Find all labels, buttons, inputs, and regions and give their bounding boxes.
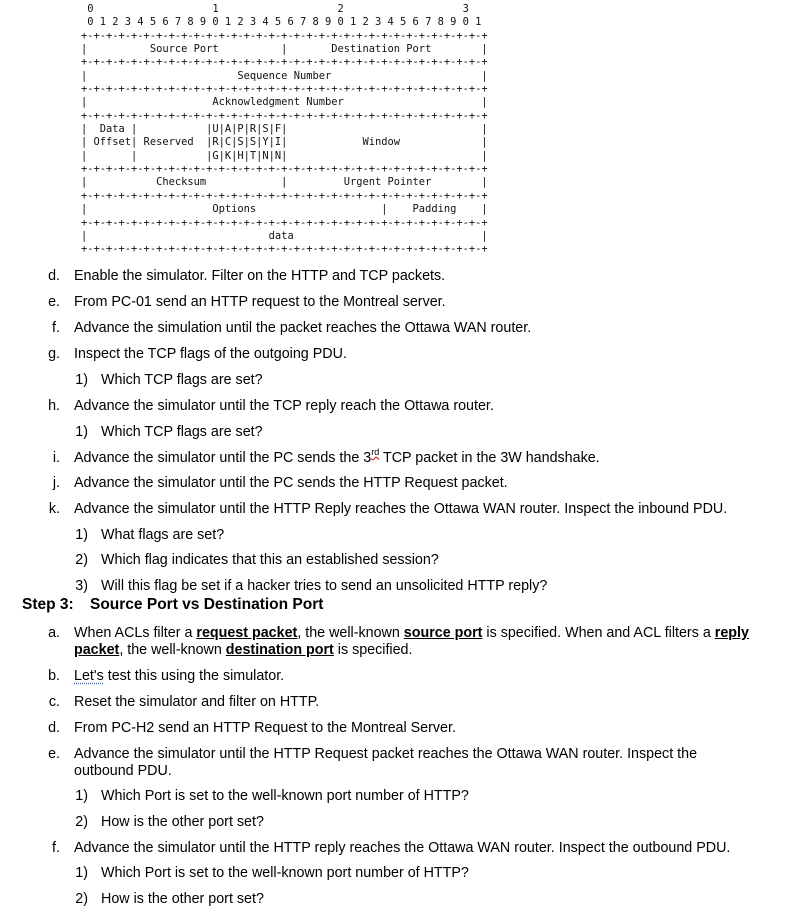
item-label: d.	[48, 720, 60, 736]
step-number: Step 3:	[22, 596, 74, 613]
item-text: Will this flag be set if a hacker tries to send an unsolicited HTTP reply?	[101, 578, 548, 594]
item-text: What flags are set?	[101, 527, 225, 543]
item-text: From PC-01 send an HTTP request to the Montreal server.	[74, 294, 446, 310]
item-text	[74, 625, 754, 659]
item-label: 2)	[75, 891, 88, 907]
item-text: Which Port is set to the well-known port number of HTTP?	[101, 865, 469, 881]
item-label: d.	[48, 268, 60, 284]
item-label: 2)	[75, 814, 88, 830]
emphasis-source-port: source port	[403, 625, 483, 641]
item-text: Which flag indicates that this an established session?	[101, 552, 439, 568]
item-text: Which Port is set to the well-known port number of HTTP?	[101, 788, 469, 804]
item-label: f.	[52, 840, 60, 856]
item-text: Inspect the TCP flags of the outgoing PDU.	[74, 346, 347, 362]
item-text: How is the other port set?	[101, 891, 264, 907]
item-text: Which TCP flags are set?	[101, 424, 263, 440]
item-label: c.	[48, 694, 60, 710]
item-label: j.	[52, 475, 60, 491]
item-label: a.	[48, 625, 60, 641]
item-text: Advance the simulator until the TCP reply reach the Ottawa router.	[74, 398, 494, 414]
item-label: 1)	[75, 424, 88, 440]
item-text: Which TCP flags are set?	[101, 372, 263, 388]
item-text-part: Let's	[74, 668, 104, 684]
item-text-part: TCP packet in the 3W handshake.	[379, 450, 600, 466]
item-label: 3)	[75, 578, 88, 594]
item-text: Advance the simulator until the HTTP Request packet reaches the Ottawa WAN router. Inspect the	[74, 746, 698, 762]
item-text	[74, 668, 284, 685]
item-label: g.	[48, 346, 60, 362]
item-text-part: is specified. When and ACL filters a	[482, 625, 715, 641]
item-text-continued: outbound PDU.	[74, 763, 172, 779]
item-text: Advance the simulation until the packet reaches the Ottawa WAN router.	[74, 320, 532, 336]
item-label: h.	[48, 398, 60, 414]
item-text-part: , the well-known	[119, 642, 226, 658]
item-label: f.	[52, 320, 60, 336]
item-text-part: , the well-known	[297, 625, 404, 641]
emphasis-request-packet: request packet	[196, 625, 298, 641]
item-text-part: Advance the simulator until the PC sends the 3	[74, 450, 372, 466]
item-text: Advance the simulator until the PC sends the HTTP Request packet.	[74, 475, 508, 491]
item-text-part: When ACLs filter a	[74, 625, 197, 641]
tcp-header-diagram: 0 1 2 3 0 1 2 3 4 5 6 7 8 9 0 1 2 3 4 5 6 7 8 9 0 1 2 3 4 5 6 7 8 9 0 1 +-+-+-+-+-+-+-+-+-+-+-+-+-+-+-+-+-+-+-+-+-+-+-+-+-+-+-+-+-+-+-+-+ | Source Port | Destination Port | +-+-+-+-+-+-+-+-+-+-+-+-+-+-+-+-+-+-+-+-+-+-+-+-+-+-+-+-+-+-+-+-+ | Sequence Number | +-+-+-+-+-+-+-+-+-+-+-+-+-+-+-+-+-+-+-+-+-+-+-+-+-+-+-+-+-+-+-+-+ | Acknowledgment Number | +-+-+-+-+-+-+-+-+-+-+-+-+-+-+-+-+-+-+-+-+-+-+-+-+-+-+-+-+-+-+-+-+ | Data | |U|A|P|R|S|F| | | Offset| Reserved |R|C|S|S|Y|I| Window | | | |G|K|H|T|N|N| | +-+-+-+-+-+-+-+-+-+-+-+-+-+-+-+-+-+-+-+-+-+-+-+-+-+-+-+-+-+-+-+-+ | Checksum | Urgent Pointer | +-+-+-+-+-+-+-+-+-+-+-+-+-+-+-+-+-+-+-+-+-+-+-+-+-+-+-+-+-+-+-+-+ | Options | Padding | +-+-+-+-+-+-+-+-+-+-+-+-+-+-+-+-+-+-+-+-+-+-+-+-+-+-+-+-+-+-+-+-+ | data | +-+-+-+-+-+-+-+-+-+-+-+-+-+-+-+-+-+-+-+-+-+-+-+-+-+-+-+-+-+-+-+-+	[81, 3, 488, 256]
emphasis-reply-packet: reply packet	[74, 625, 749, 658]
item-label: 1)	[75, 372, 88, 388]
item-label: 1)	[75, 527, 88, 543]
item-text-part: is specified.	[333, 642, 413, 658]
item-text: Advance the simulator until the HTTP reply reaches the Ottawa WAN router. Inspect the outbound PDU.	[74, 840, 731, 856]
item-text	[74, 447, 600, 467]
item-text: Reset the simulator and filter on HTTP.	[74, 694, 320, 710]
item-label: k.	[48, 501, 60, 517]
item-text: Advance the simulator until the HTTP Reply reaches the Ottawa WAN router. Inspect the inbound PDU.	[74, 501, 728, 517]
item-label: 2)	[75, 552, 88, 568]
item-text: From PC-H2 send an HTTP Request to the Montreal Server.	[74, 720, 456, 736]
item-label: 1)	[75, 788, 88, 804]
item-text-part: test this using the simulator.	[103, 668, 285, 684]
item-label: e.	[48, 746, 60, 762]
item-label: e.	[48, 294, 60, 310]
ordinal-suffix: rd	[371, 447, 380, 458]
emphasis-destination-port: destination port	[225, 642, 334, 658]
item-text: How is the other port set?	[101, 814, 264, 830]
step-title: Source Port vs Destination Port	[90, 596, 324, 613]
step-heading	[22, 596, 323, 614]
item-text: Enable the simulator. Filter on the HTTP and TCP packets.	[74, 268, 446, 284]
item-label: 1)	[75, 865, 88, 881]
item-label: b.	[48, 668, 60, 684]
item-label: i.	[52, 450, 60, 466]
